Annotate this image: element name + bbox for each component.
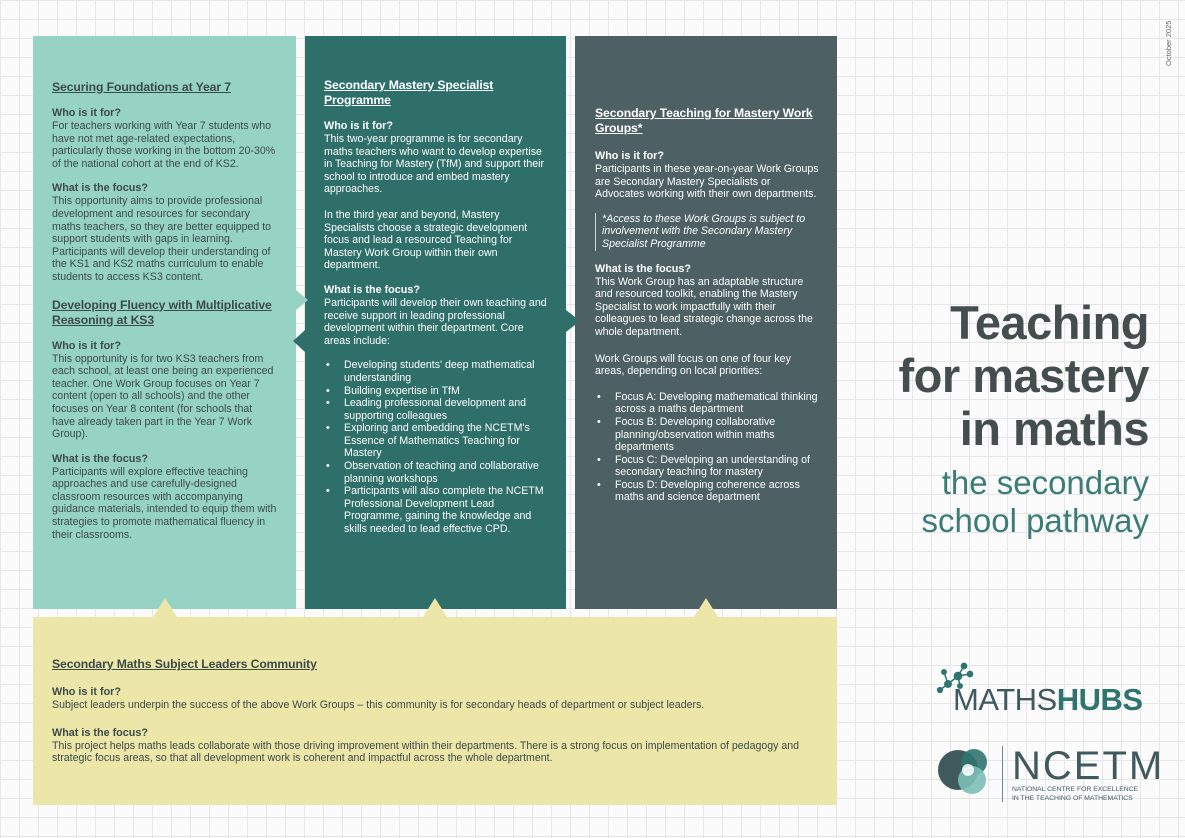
list-item: • Developing students' deep mathematical understanding	[344, 359, 550, 384]
list-item: • Focus A: Developing mathematical thinking across a maths department	[615, 391, 821, 416]
panel2-list	[324, 359, 550, 535]
page-subtitle	[922, 464, 1149, 540]
mathshubs-wordmark	[953, 682, 1143, 718]
ncetm-tagline-2: IN THE TEACHING OF MATHEMATICS	[1012, 795, 1133, 802]
panel-mastery-specialist	[305, 36, 566, 609]
arrow-right-icon	[566, 310, 580, 332]
panel1-who-text: For teachers working with Year 7 students who have not met age-related expectations, particularly those working in the bottom 20-30% of the national cohort at the end of KS2.	[52, 120, 276, 170]
list-item: • Participants will also complete the NCETM Professional Development Lead Programme, gaining the knowledge and skills needed to lead effective CPD.	[344, 485, 550, 535]
ncetm-divider	[1002, 746, 1003, 802]
panel2-who-text: This two-year programme is for secondary maths teachers who want to develop expertise in Teaching for Mastery (TfM) and support their school to introduce and embed mastery approaches.	[324, 133, 545, 196]
mathshubs-word-b: HUBS	[1056, 682, 1143, 717]
panel1-title2: Developing Fluency with Multiplicative Reasoning at KS3	[52, 297, 272, 327]
panel3-who-heading: Who is it for?	[595, 150, 664, 162]
title-line: in maths	[959, 402, 1149, 455]
subtitle-line: the secondary	[941, 464, 1149, 501]
panel1-who-heading: Who is it for?	[52, 107, 121, 119]
panel2-focus-text: Participants will develop their own teaching and receive support in leading professional development within their department. Core areas include:	[324, 296, 547, 347]
panel3-list	[595, 391, 821, 504]
mathshubs-word-a: MATHS	[953, 682, 1057, 717]
title-line: for mastery	[898, 349, 1149, 402]
list-item: • Observation of teaching and collaborative planning workshops	[344, 460, 550, 485]
page-title	[899, 296, 1150, 455]
panel4-who-heading: Who is it for?	[52, 686, 121, 698]
list-item: • Exploring and embedding the NCETM's Essence of Mathematics Teaching for Mastery	[344, 422, 550, 460]
panel1-focus-text: This opportunity aims to provide professional development and resources for secondary maths teachers, so they are better equipped to support students with gaps in learning. Participants will develop their understanding of the KS1 and KS2 maths curriculum to enable students to access KS3 content.	[52, 195, 272, 283]
panel3-who-text: Participants in these year-on-year Work Groups are Secondary Mastery Specialists or Advocates working with their own departments.	[595, 163, 819, 201]
panel4-who-text: Subject leaders underpin the success of the above Work Groups – this community is for secondary heads of department or subject leaders.	[52, 699, 705, 711]
panel3-focus-heading: What is the focus?	[595, 262, 691, 275]
panel4-focus-heading: What is the focus?	[52, 726, 148, 739]
list-item: • Focus C: Developing an understanding of secondary teaching for mastery	[615, 454, 821, 479]
panel1-who2-heading: Who is it for?	[52, 339, 121, 352]
panel3-focus-text: This Work Group has an adaptable structure and resourced toolkit, enabling the Mastery Specialist to work impactfully with their colleagues to lead strategic change across the whole department.	[595, 275, 813, 338]
ncetm-logo-icon	[934, 742, 998, 804]
panel4-title: Secondary Maths Subject Leaders Community	[52, 657, 317, 671]
arrow-up-icon	[423, 598, 447, 617]
panel3-title: Secondary Teaching for Mastery Work Groups*	[595, 106, 813, 135]
panel1-title: Securing Foundations at Year 7	[52, 80, 231, 94]
panel2-who-heading: Who is it for?	[324, 120, 393, 132]
ncetm-wordmark: NCETM	[1012, 744, 1165, 788]
arrow-left-icon	[293, 330, 305, 352]
panel2-title: Secondary Mastery Specialist Programme	[324, 78, 494, 107]
panel1-focus-heading: What is the focus?	[52, 182, 148, 195]
arrow-right-icon	[296, 290, 308, 310]
panel3-focus-extra: Work Groups will focus on one of four key areas, depending on local priorities:	[595, 352, 791, 378]
panel2-who-extra: In the third year and beyond, Mastery Specialists choose a strategic development focus and lead a resourced Teaching for Mastery Work Group within their own department.	[324, 208, 528, 272]
subtitle-line: school pathway	[921, 502, 1149, 539]
list-item: • Focus D: Developing coherence across maths and science department	[615, 479, 821, 504]
ncetm-tagline-1: NATIONAL CENTRE FOR EXCELLENCE	[1012, 786, 1139, 793]
list-item: • Building expertise in TfM	[344, 385, 550, 398]
panel1-focus2-heading: What is the focus?	[52, 452, 148, 465]
panel3-note: *Access to these Work Groups is subject to involvement with the Secondary Mastery Specialist Programme	[595, 213, 821, 251]
arrow-up-icon	[153, 598, 177, 617]
list-item: • Focus B: Developing collaborative planning/observation within maths departments	[615, 416, 821, 454]
panel-subject-leaders	[33, 617, 837, 805]
panel-securing-foundations	[33, 36, 296, 609]
panel-work-groups	[575, 36, 837, 609]
list-item: • Leading professional development and supporting colleagues	[344, 397, 550, 422]
arrow-up-icon	[694, 598, 718, 617]
panel4-focus-text: This project helps maths leads collaborate with those driving improvement within their departments. There is a strong focus on implementation of pedagogy and strategic focus areas, so that all development work is coherent and impactful across the whole department.	[52, 739, 800, 765]
date-label: October 2025	[1164, 20, 1173, 66]
panel1-who2-text: This opportunity is for two KS3 teachers from each school, at least one being an experienced teacher. One Work Group focuses on Year 7 content (open to all schools) and the other focuses on Year 8 content (for schools that have already taken part in the Year 7 Work Group).	[52, 352, 274, 441]
panel1-focus2-text: Participants will explore effective teaching approaches and use carefully-designed classroom resources with accompanying guidance materials, intended to equip them with strategies to promote mathematical fluency in their classrooms.	[52, 465, 277, 541]
title-line: Teaching	[950, 296, 1149, 349]
panel2-focus-heading: What is the focus?	[324, 283, 420, 296]
